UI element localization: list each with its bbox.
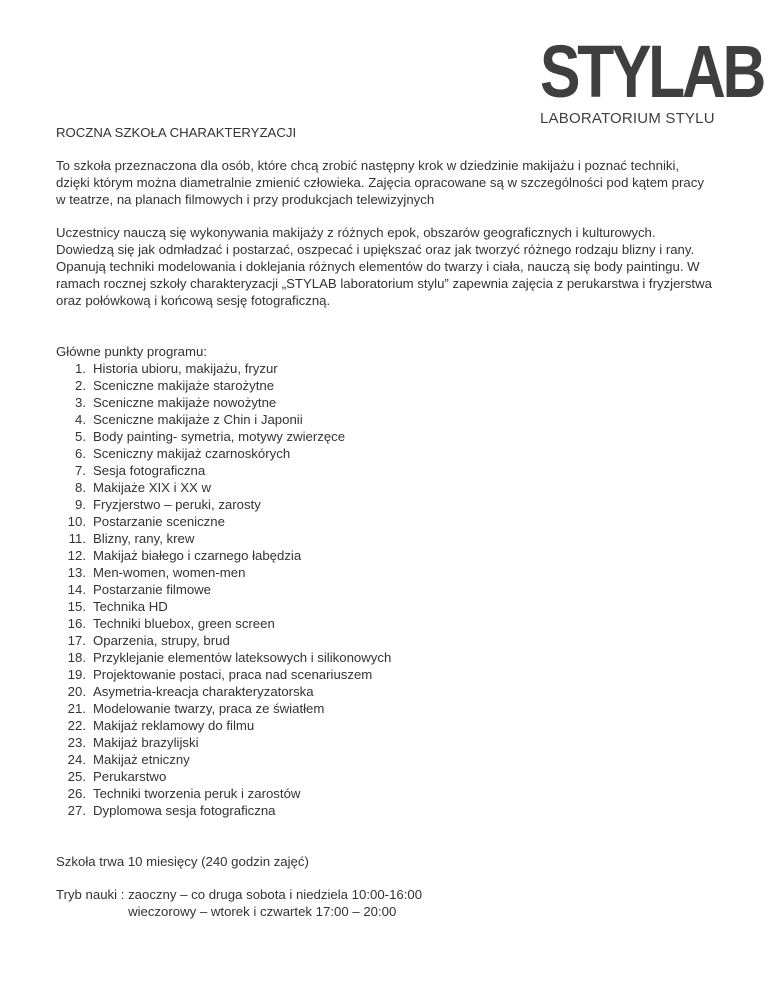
program-item (56, 768, 716, 785)
program-item-text: Sceniczny makijaż czarnoskórych (93, 446, 291, 461)
program-item-number: 9. (75, 497, 86, 512)
program-item-number: 11. (68, 531, 86, 546)
study-mode-label: Tryb nauki : (56, 887, 129, 902)
stylab-logo (540, 30, 764, 132)
program-item (56, 598, 716, 615)
program-item-number: 25. (67, 769, 86, 784)
program-item (56, 513, 716, 530)
program-item-number: 20. (67, 684, 86, 699)
program-item-number: 15. (67, 599, 86, 614)
program-item-number: 27. (67, 803, 86, 818)
program-item (56, 632, 716, 649)
program-item (56, 581, 716, 598)
description-paragraph: Uczestnicy nauczą się wykonywania makijaży z różnych epok, obszarów geograficznych i kulturowych. Dowiedzą się jak odmładzać i postarzać, oszpecać i upiększać oraz jak tworzyć różnego rodzaju blizny i rany. Opanują techniki modelowania i doklejania różnych elementów do twarzy i ciała, nauczą się body paintingu. W ramach rocznej szkoły charakteryzacji „STYLAB laboratorium stylu” zapewnia zajęcia z perukarstwa i fryzjerstwa oraz połówkową i końcową sesję fotograficzną. (56, 225, 712, 308)
logo-wordmark: STYLAB (540, 30, 764, 113)
logo-tagline: LABORATORIUM STYLU (540, 110, 715, 127)
program-item-text: Techniki bluebox, green screen (93, 616, 275, 631)
program-item-text: Historia ubioru, makijażu, fryzur (93, 361, 278, 376)
program-item (56, 479, 716, 496)
study-mode-evening: wieczorowy – wtorek i czwartek 17:00 – 20:00 (128, 904, 397, 919)
program-item-number: 7. (75, 463, 86, 478)
program-item-text: Projektowanie postaci, praca nad scenariuszem (93, 667, 373, 682)
program-item (56, 377, 716, 394)
program-item-text: Makijaż reklamowy do filmu (93, 718, 255, 733)
program-item (56, 666, 716, 683)
program-item-number: 24. (67, 752, 86, 767)
program-item-number: 22. (67, 718, 86, 733)
program-item-number: 6. (75, 446, 86, 461)
program-item-text: Przyklejanie elementów lateksowych i silikonowych (93, 650, 392, 665)
program-item-number: 18. (67, 650, 86, 665)
program-item-text: Sceniczne makijaże nowożytne (93, 395, 277, 410)
program-item-text: Perukarstwo (93, 769, 167, 784)
program-heading: Główne punkty programu: (56, 344, 207, 359)
program-section (56, 343, 716, 819)
program-item-text: Sceniczne makijaże z Chin i Japonii (93, 412, 303, 427)
program-item (56, 547, 716, 564)
program-item-number: 16. (67, 616, 86, 631)
program-item (56, 717, 716, 734)
document-body (56, 124, 716, 920)
program-item-number: 21. (67, 701, 86, 716)
program-item-text: Sesja fotograficzna (93, 463, 206, 478)
document-title: ROCZNA SZKOŁA CHARAKTERYZACJI (56, 125, 297, 140)
program-item-number: 17. (67, 633, 86, 648)
program-item (56, 751, 716, 768)
program-item-number: 19. (67, 667, 86, 682)
program-item-number: 14. (67, 582, 86, 597)
program-item-text: Fryzjerstwo – peruki, zarosty (93, 497, 261, 512)
program-item-number: 8. (75, 480, 86, 495)
program-item (56, 734, 716, 751)
study-mode-options (128, 886, 422, 920)
program-item-number: 12. (67, 548, 86, 563)
program-item-number: 26. (67, 786, 86, 801)
program-item (56, 564, 716, 581)
program-item (56, 445, 716, 462)
program-item-text: Makijaże XIX i XX w (93, 480, 211, 495)
program-item (56, 683, 716, 700)
program-item-text: Blizny, rany, krew (93, 531, 195, 546)
study-mode-extramural: zaoczny – co druga sobota i niedziela 10:00-16:00 (128, 887, 423, 902)
program-item-number: 3. (75, 395, 86, 410)
program-item (56, 530, 716, 547)
program-item-text: Postarzanie filmowe (93, 582, 212, 597)
intro-paragraph: To szkoła przeznaczona dla osób, które chcą zrobić następny krok w dziedzinie makijażu i poznać techniki, dzięki którym można diametralnie zmienić człowieka. Zajęcia opracowane są w szczególności pod kątem pracy w teatrze, na planach filmowych i przy produkcjach telewizyjnych (56, 158, 704, 207)
program-item (56, 360, 716, 377)
program-item-text: Oparzenia, strupy, brud (93, 633, 230, 648)
program-item (56, 462, 716, 479)
program-item-text: Makijaż etniczny (93, 752, 190, 767)
study-mode (56, 886, 716, 920)
program-item-number: 5. (75, 429, 86, 444)
program-item-text: Makijaż białego i czarnego łabędzia (93, 548, 302, 563)
program-item (56, 411, 716, 428)
program-item-number: 10. (67, 514, 86, 529)
program-item-number: 4. (75, 412, 86, 427)
program-item-text: Men-women, women-men (93, 565, 246, 580)
program-item (56, 496, 716, 513)
program-item-text: Sceniczne makijaże starożytne (93, 378, 275, 393)
program-item-number: 1. (75, 361, 86, 376)
program-item (56, 802, 716, 819)
duration-text: Szkoła trwa 10 miesięcy (240 godzin zajęć) (56, 854, 309, 869)
program-item-text: Asymetria-kreacja charakteryzatorska (93, 684, 314, 699)
program-item-number: 2. (75, 378, 86, 393)
program-item-number: 13. (67, 565, 86, 580)
program-item-text: Technika HD (93, 599, 168, 614)
program-item-text: Body painting- symetria, motywy zwierzęce (93, 429, 346, 444)
program-item (56, 428, 716, 445)
program-item-text: Makijaż brazylijski (93, 735, 199, 750)
program-item (56, 785, 716, 802)
program-item-text: Techniki tworzenia peruk i zarostów (93, 786, 301, 801)
program-item (56, 700, 716, 717)
program-item (56, 394, 716, 411)
program-item-text: Dyplomowa sesja fotograficzna (93, 803, 276, 818)
program-item-text: Postarzanie sceniczne (93, 514, 225, 529)
program-list (56, 360, 716, 819)
program-item-text: Modelowanie twarzy, praca ze światłem (93, 701, 325, 716)
program-item (56, 615, 716, 632)
program-item-number: 23. (67, 735, 86, 750)
program-item (56, 649, 716, 666)
